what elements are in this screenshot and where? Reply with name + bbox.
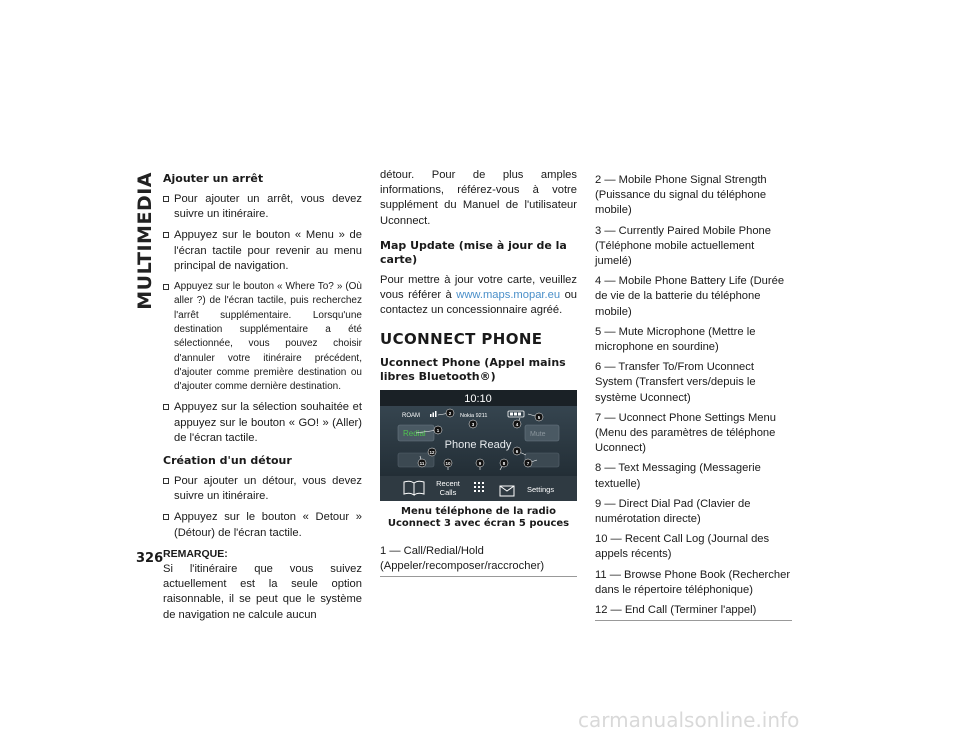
screen-status: Phone Ready <box>444 438 512 451</box>
callout-number: 4 <box>515 421 519 427</box>
map-update-text: Pour mettre à jour votre carte, veuillez vous référer à www.maps.mopar.eu ou contactez un concessionnaire agréé. <box>380 273 578 317</box>
page-number: 326 <box>136 551 164 566</box>
callout-number: 5 <box>537 414 541 420</box>
column-2 <box>380 168 577 579</box>
legend-item: 11 — Browse Phone Book (Rechercher dans le répertoire téléphonique) <box>595 568 791 596</box>
legend-item: 8 — Text Messaging (Messagerie textuelle) <box>595 462 761 490</box>
legend-item: 10 — Recent Call Log (Journal des appels récents) <box>595 533 770 561</box>
end-call-button <box>398 453 434 467</box>
map-link[interactable]: www.maps.mopar.eu <box>456 289 561 302</box>
screen-redial: Redial <box>403 428 426 438</box>
figure-caption: Menu téléphone de la radio Uconnect 3 avec écran 5 pouces <box>387 505 570 530</box>
legend-item: 6 — Transfer To/From Uconnect System (Transfert vers/depuis le système Uconnect) <box>595 361 756 404</box>
heading-map-update: Map Update (mise à jour de la carte) <box>380 238 567 266</box>
watermark: carmanualsonline.info <box>578 708 800 732</box>
screen-roam: ROAM <box>402 412 420 419</box>
list-item: Pour ajouter un arrêt, vous devez suivre un itinéraire. <box>163 192 362 222</box>
legend-item-1: 1 — Call/Redial/Hold (Appeler/recomposer/raccrocher) <box>380 543 577 577</box>
callout-number: 1 <box>436 427 440 433</box>
legend-item: 4 — Mobile Phone Battery Life (Durée de vie de la batterie du téléphone mobile) <box>595 275 785 318</box>
section-tab: MULTIMEDIA <box>134 172 156 310</box>
heading-add-stop: Ajouter un arrêt <box>163 172 264 185</box>
legend-item: 12 — End Call (Terminer l'appel) <box>595 602 792 621</box>
screen-mute: Mute <box>530 430 546 438</box>
legend-item: 9 — Direct Dial Pad (Clavier de numérotation directe) <box>595 497 751 526</box>
screen-settings: Settings <box>527 484 555 494</box>
callout-number: 10 <box>445 460 451 466</box>
column-1 <box>163 168 362 629</box>
list-item: Appuyez sur le bouton « Where To? » (Où aller ?) de l'écran tactile, puis recherchez l'arrêt supplémentaire. Lorsqu'une destination supplémentaire a été sélectionnée, vous pouvez choisir d'annuler votre itinéraire précédent, d'ajouter comme première destination ou d'ajouter comme dernière destination. <box>163 280 362 394</box>
heading-bluetooth: Uconnect Phone (Appel mains libres Bluetooth®) <box>380 355 566 383</box>
screen-phone-name: Nokia 9211 <box>460 412 488 419</box>
callout-number: 8 <box>502 460 506 466</box>
note-label: REMARQUE: <box>163 547 228 560</box>
list-item: Appuyez sur le bouton « Menu » de l'écran tactile pour revenir au menu principal de navigation. <box>163 228 362 274</box>
column-3 <box>595 172 792 623</box>
legend-item: 7 — Uconnect Phone Settings Menu (Menu des paramètres de téléphone Uconnect) <box>595 411 776 455</box>
callout-number: 3 <box>471 421 475 427</box>
add-stop-list <box>163 192 362 446</box>
callout-number: 9 <box>478 460 482 466</box>
legend-item: 5 — Mute Microphone (Mettre le microphone en sourdine) <box>595 325 756 354</box>
detour-continued: détour. Pour de plus amples informations, référez-vous à votre supplément du Manuel de l'utilisateur Uconnect. <box>380 169 577 227</box>
callout-number: 2 <box>448 410 452 416</box>
callout-number: 11 <box>419 460 425 466</box>
note-text: Si l'itinéraire que vous suivez actuellement est la seule option raisonnable, il se peut que le système de navigation ne calcule aucun <box>163 563 362 621</box>
callout-number: 7 <box>526 460 530 466</box>
heading-uconnect-phone: UCONNECT PHONE <box>380 330 543 349</box>
dialpad-icon <box>474 482 484 492</box>
legend-item: 3 — Currently Paired Mobile Phone (Téléphone mobile actuellement jumelé) <box>595 224 771 268</box>
screen-time: 10:10 <box>464 392 492 405</box>
screen-recent: Recent <box>436 478 460 488</box>
detour-list <box>163 474 362 541</box>
list-item: Appuyez sur le bouton « Detour » (Détour) de l'écran tactile. <box>163 510 362 540</box>
screen-calls: Calls <box>439 487 457 497</box>
heading-detour: Création d'un détour <box>163 454 292 467</box>
callout-number: 6 <box>515 448 519 454</box>
uconnect-phone-screen <box>380 390 577 501</box>
list-item: Pour ajouter un détour, vous devez suivre un itinéraire. <box>163 474 362 504</box>
list-item: Appuyez sur la sélection souhaitée et appuyez sur le bouton « GO! » (Aller) de l'écran tactile. <box>163 400 362 446</box>
callout-number: 12 <box>429 449 435 455</box>
legend-item: 2 — Mobile Phone Signal Strength (Puissance du signal du téléphone mobile) <box>595 174 767 217</box>
